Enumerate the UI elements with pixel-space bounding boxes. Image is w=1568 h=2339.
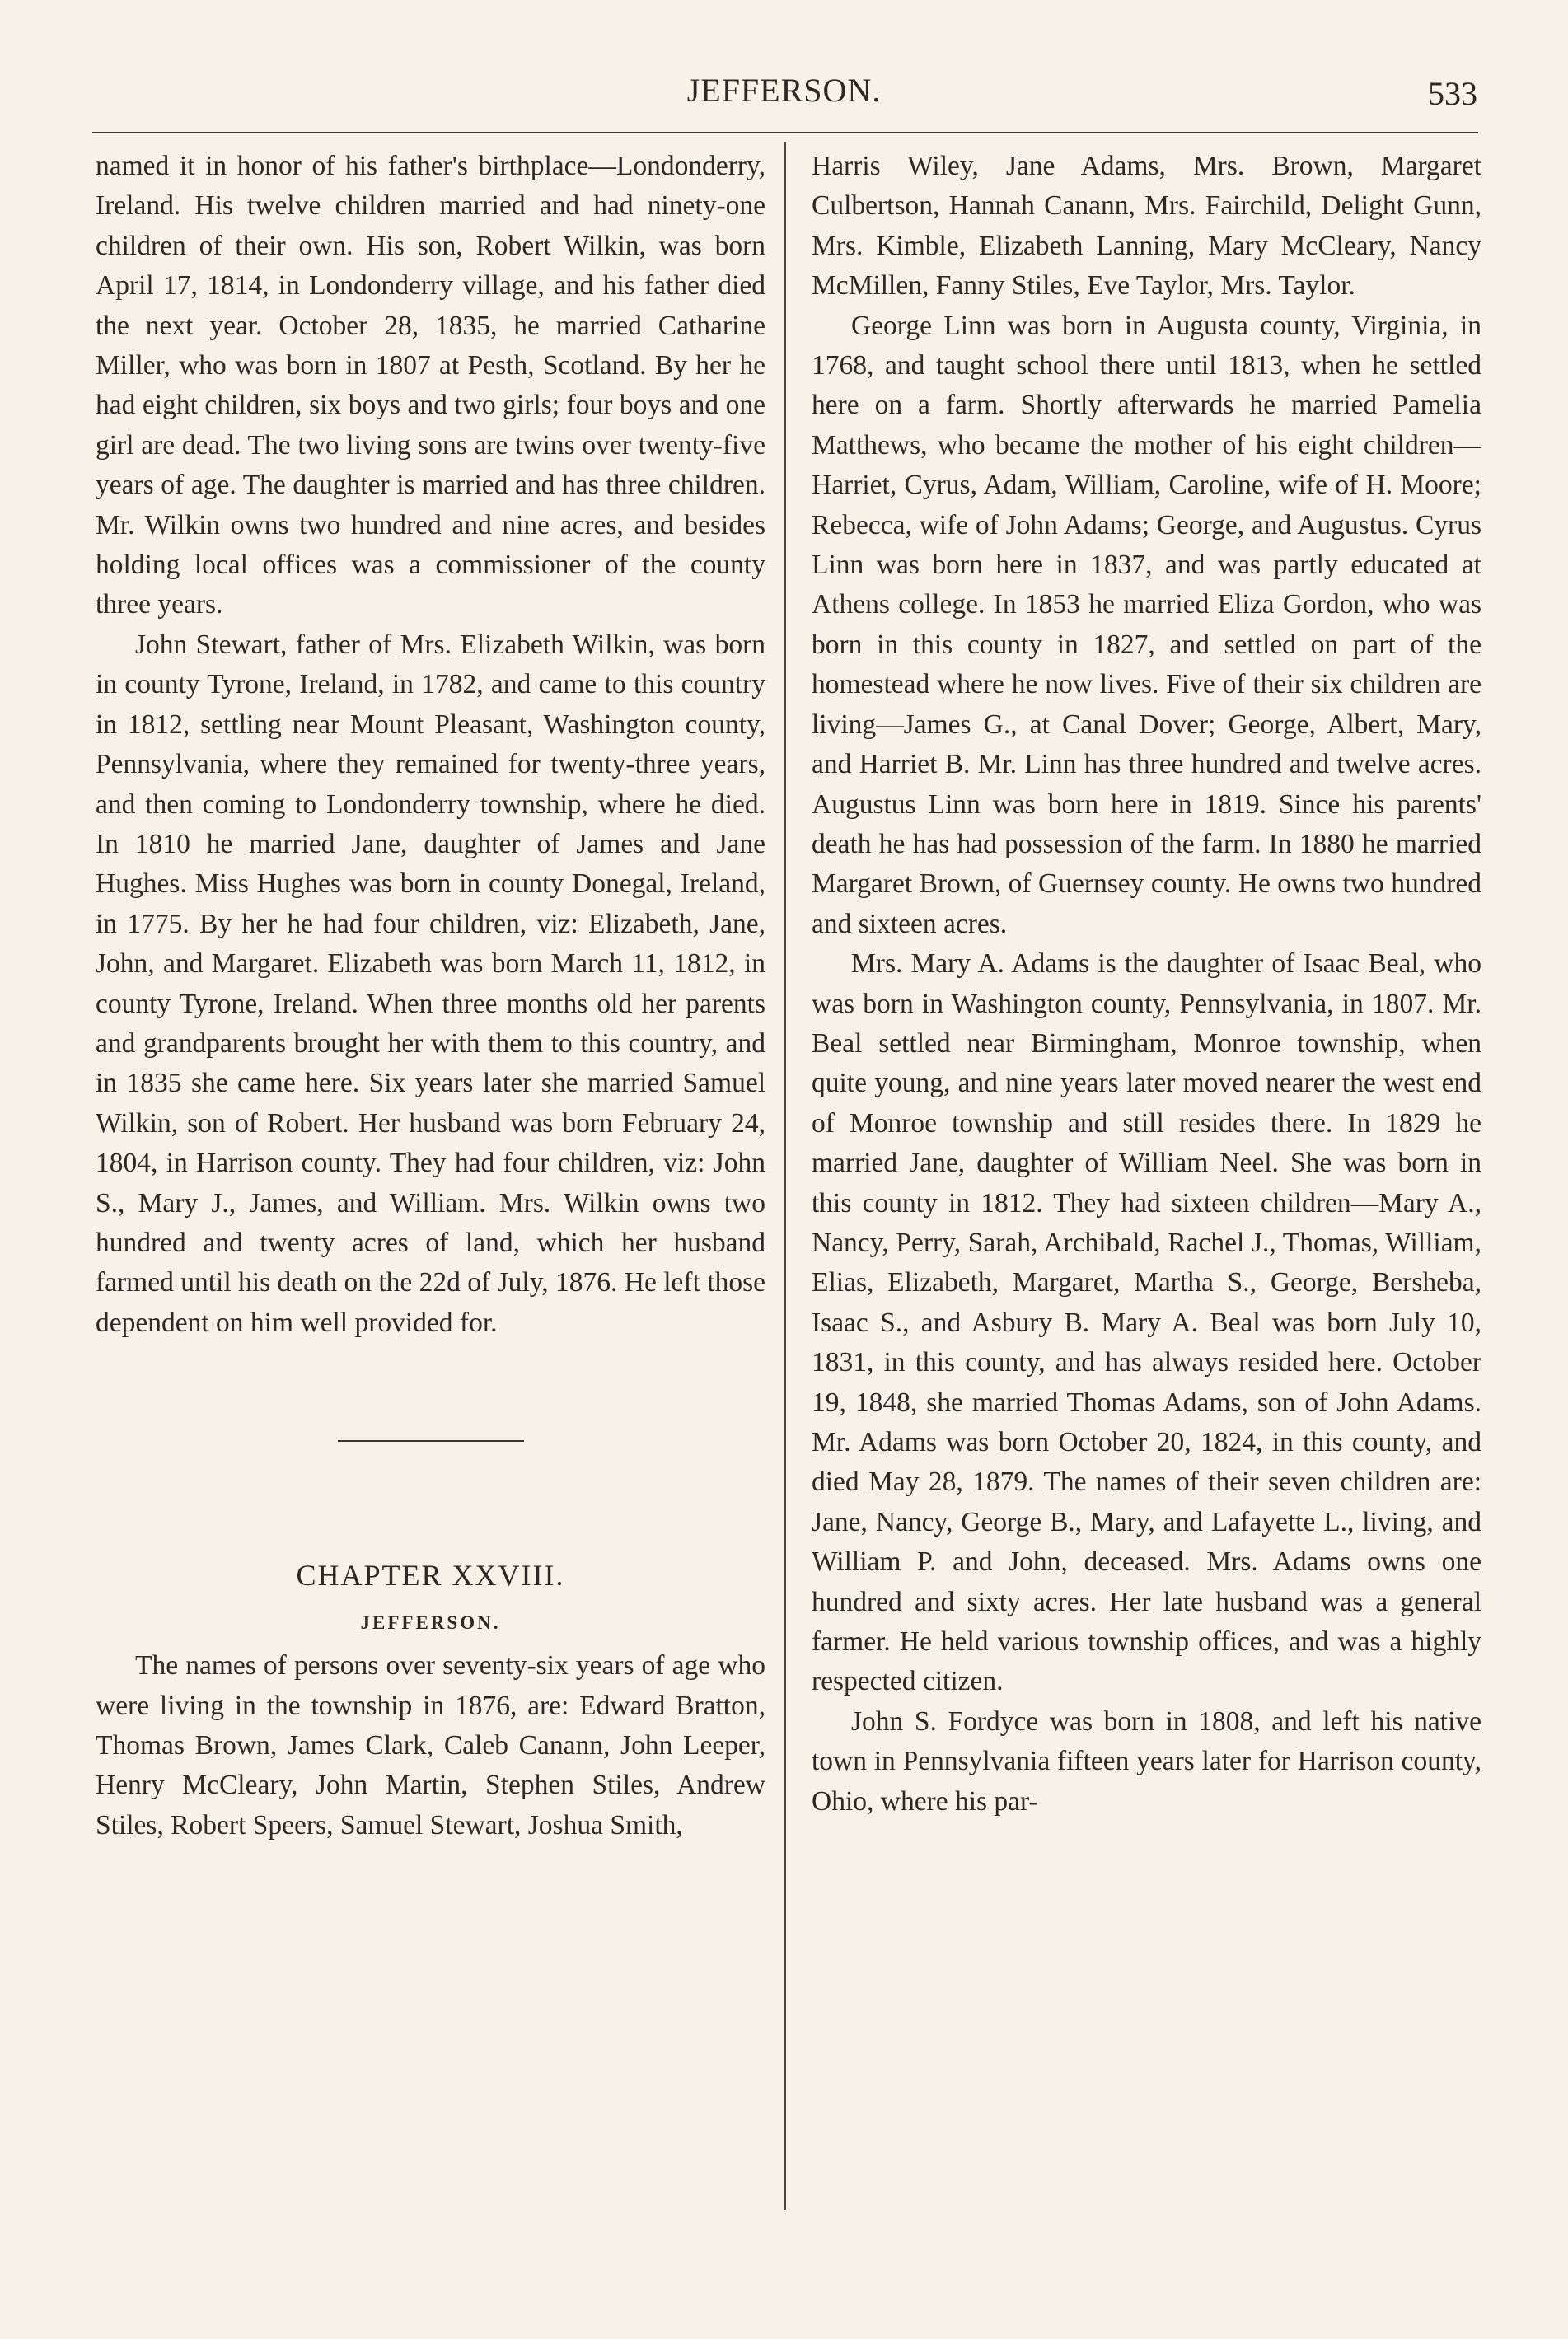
running-head-title: JEFFERSON. <box>686 72 882 109</box>
paragraph-john-stewart: John Stewart, father of Mrs. Elizabeth Wilkin, was born in county Tyrone, Ireland, in 1782, and came to this country in 1812, settling near Mount Pleasant, Washington county, Pennsylvania, where they remained for twenty-three years, and then coming to Londonderry township, where he died. In 1810 he married Jane, daughter of James and Jane Hughes. Miss Hughes was born in county Donegal, Ireland, in 1775. By her he had four children, viz: Elizabeth, Jane, John, and Margaret. Elizabeth was born March 11, 1812, in county Tyrone, Ireland. When three months old her parents and grandparents brought her with them to this country, and in 1835 she came here. Six years later she married Samuel Wilkin, son of Robert. Her husband was born February 24, 1804, in Harrison county. They had four children, viz: John S., Mary J., James, and William. Mrs. Wilkin owns two hundred and twenty acres of land, which her husband farmed until his death on the 22d of July, 1876. He left those dependent on him well provided for. <box>96 629 765 1338</box>
paragraph-continuation: named it in honor of his father's birthplace—Londonderry, Ireland. His twelve children married and had ninety-one children of their own. His son, Robert Wilkin, was born April 17, 1814, in Londonderry village, and his father died the next year. October 28, 1835, he married Catharine Miller, who was born in 1807 at Pesth, Scotland. By her he had eight children, six boys and two girls; four boys and one girl are dead. The two living sons are twins over twenty-five years of age. The daughter is married and has three children. Mr. Wilkin owns two hundred and nine acres, and besides holding local offices was a commissioner of the county three years. <box>96 151 765 620</box>
column-divider <box>784 142 786 2210</box>
right-column <box>812 147 1481 1822</box>
section-rule <box>338 1440 524 1442</box>
paragraph-mary-adams: Mrs. Mary A. Adams is the daughter of Isaac Beal, who was born in Washington county, Pennsylvania, in 1807. Mr. Beal settled near Birmingham, Monroe township, when quite young, and nine years later moved nearer the west end of Monroe township and still resides there. In 1829 he married Jane, daughter of William Neel. She was born in this county in 1812. They had sixteen children—Mary A., Nancy, Perry, Sarah, Archibald, Rachel J., Thomas, William, Elias, Elizabeth, Margaret, Martha S., George, Bersheba, Isaac S., and Asbury B. Mary A. Beal was born July 10, 1831, in this county, and has always resided here. October 19, 1848, she married Thomas Adams, son of John Adams. Mr. Adams was born October 20, 1824, in this county, and died May 28, 1879. The names of their seven children are: Jane, Nancy, George B., Mary, and Lafayette L., living, and William P. and John, deceased. Mrs. Adams owns one hundred and sixty acres. Her late husband was a general farmer. He held various township offices, and was a highly respected citizen. <box>812 948 1481 1697</box>
paragraph-george-linn: George Linn was born in Augusta county, Virginia, in 1768, and taught school there until 1813, when he settled here on a farm. Shortly afterwards he married Pamelia Matthews, who became the mother of his eight children—Harriet, Cyrus, Adam, William, Caroline, wife of H. Moore; Rebecca, wife of John Adams; George, and Augustus. Cyrus Linn was born here in 1837, and was partly educated at Athens college. In 1853 he married Eliza Gordon, who was born in this county in 1827, and settled on part of the homestead where he now lives. Five of their six children are living—James G., at Canal Dover; George, Albert, Mary, and Harriet B. Mr. Linn has three hundred and twelve acres. Augustus Linn was born here in 1819. Since his parents' death he has had possession of the farm. In 1880 he married Margaret Brown, of Guernsey county. He owns two hundred and sixteen acres. <box>812 310 1481 939</box>
left-column <box>96 147 765 1845</box>
header-rule <box>92 132 1478 133</box>
paragraph-john-fordyce: John S. Fordyce was born in 1808, and left his native town in Pennsylvania fifteen years later for Harrison county, Ohio, where his par- <box>812 1705 1481 1817</box>
page-number: 533 <box>1428 75 1477 112</box>
chapter-subtitle: JEFFERSON. <box>360 1612 501 1634</box>
paragraph-chapter-intro: The names of persons over seventy-six years of age who were living in the township in 1876, are: Edward Bratton, Thomas Brown, James Clark, Caleb Canann, John Leeper, Henry McCleary, John Martin, Stephen Stiles, Andrew Stiles, Robert Speers, Samuel Stewart, Joshua Smith, <box>96 1650 765 1841</box>
chapter-title: CHAPTER XXVIII. <box>296 1559 565 1593</box>
paragraph-names-continued: Harris Wiley, Jane Adams, Mrs. Brown, Margaret Culbertson, Hannah Canann, Mrs. Fairchild, Delight Gunn, Mrs. Kimble, Elizabeth Lanning, Mary McCleary, Nancy McMillen, Fanny Stiles, Eve Taylor, Mrs. Taylor. <box>812 151 1481 302</box>
